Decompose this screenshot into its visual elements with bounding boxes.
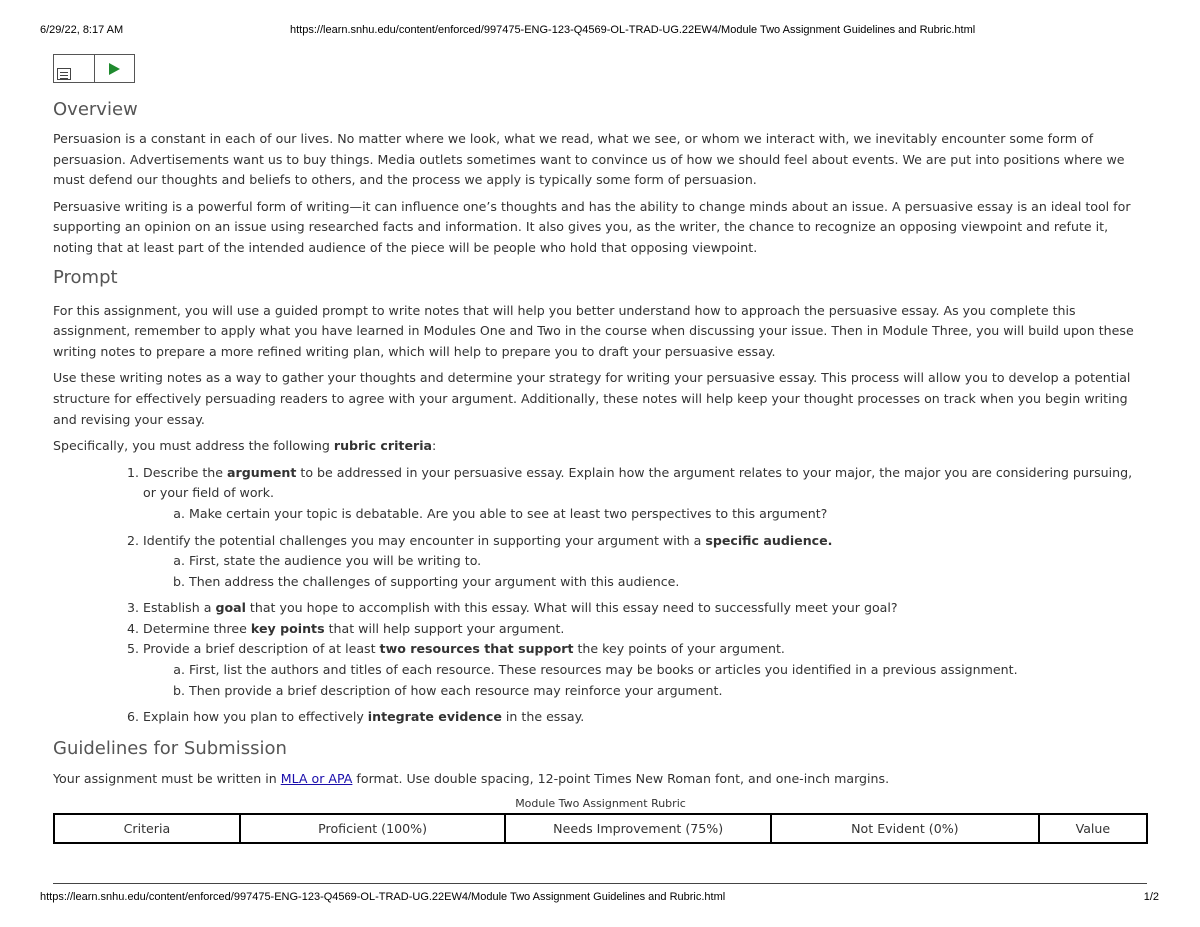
- list-item: 2. Identify the potential challenges you may encounter in supporting your argument with a specific audience. a. First, state the audience you will be writing to. b. Then address the challenges of supporting your argument with this audience.: [143, 531, 1148, 593]
- document-icon: [57, 68, 71, 80]
- column-header-criteria: Criteria: [54, 814, 240, 843]
- column-header-proficient: Proficient (100%): [240, 814, 506, 843]
- print-footer-url: https://learn.snhu.edu/content/enforced/997475-ENG-123-Q4569-OL-TRAD-UG.22EW4/Module Two Assignment Guidelines and Rubric.html: [40, 891, 726, 903]
- sub-list-item: b. Then address the challenges of supporting your argument with this audience.: [189, 572, 1148, 593]
- prompt-paragraph-2: Use these writing notes as a way to gather your thoughts and determine your strategy for writing your persuasive essay. This process will allow you to develop a potential structure for effectively persuading readers to agree with your argument. Additionally, these notes will help keep your thought processes on track when you begin writing and revising your essay.: [53, 370, 1131, 427]
- page-number: 1/2: [1143, 891, 1159, 903]
- page-content: [53, 97, 1148, 844]
- mla-apa-link[interactable]: MLA or APA: [280, 770, 353, 786]
- overview-heading: Overview: [53, 99, 138, 120]
- rubric-caption: Module Two Assignment Rubric: [515, 797, 686, 811]
- print-header-url: https://learn.snhu.edu/content/enforced/997475-ENG-123-Q4569-OL-TRAD-UG.22EW4/Module Two Assignment Guidelines and Rubric.html: [290, 24, 976, 36]
- column-header-not-evident: Not Evident (0%): [771, 814, 1039, 843]
- footer-divider: [53, 883, 1147, 884]
- list-item: 6. Explain how you plan to effectively integrate evidence in the essay.: [143, 707, 1148, 728]
- play-icon: [109, 63, 120, 75]
- sub-list-item: a. First, state the audience you will be writing to.: [189, 551, 1148, 572]
- list-item: 1. Describe the argument to be addressed in your persuasive essay. Explain how the argument relates to your major, the major you are considering pursuing, or your field of work. a. Make certain your topic is debatable. Are you able to see at least two perspectives to this argument?: [143, 463, 1148, 525]
- sub-list: [143, 660, 1148, 701]
- prompt-paragraph-1: For this assignment, you will use a guided prompt to write notes that will help you better understand how to approach the persuasive essay. As you complete this assignment, remember to apply what you have learned in Modules One and Two in the course when discussing your issue. Then in Module Three, you will build upon these writing notes to prepare a more refined writing plan, which will help to prepare you to draft your persuasive essay.: [53, 302, 1134, 359]
- play-button[interactable]: [94, 55, 135, 82]
- specifically-line: Specifically, you must address the following rubric criteria:: [53, 438, 437, 454]
- guidelines-heading: Guidelines for Submission: [53, 737, 287, 759]
- criteria-list: [53, 463, 1148, 728]
- print-datetime: 6/29/22, 8:17 AM: [40, 24, 124, 36]
- column-header-value: Value: [1039, 814, 1147, 843]
- sub-list-item: a. Make certain your topic is debatable. Are you able to see at least two perspectives to this argument?: [189, 504, 1148, 525]
- list-item: 4. Determine three key points that will help support your argument.: [143, 619, 1148, 640]
- sub-list: [143, 504, 1148, 525]
- column-header-needs-improvement: Needs Improvement (75%): [505, 814, 771, 843]
- rubric-table: [53, 813, 1148, 844]
- sub-list-item: b. Then provide a brief description of how each resource may reinforce your argument.: [189, 681, 1148, 702]
- overview-paragraph-1: Persuasion is a constant in each of our lives. No matter where we look, what we read, what we see, or whom we interact with, we inevitably encounter some form of persuasion. Advertisements want us to buy things. Media outlets sometimes want to convince us of how we should feel about events. We are put into positions where we must defend our thoughts and beliefs to others, and the process we apply is typically some form of persuasion.: [53, 131, 1125, 188]
- table-header-row: [54, 814, 1147, 843]
- document-button[interactable]: [54, 55, 94, 82]
- guidelines-paragraph: Your assignment must be written in MLA or APA format. Use double spacing, 12-point Times New Roman font, and one-inch margins.: [53, 770, 890, 786]
- list-item: 3. Establish a goal that you hope to accomplish with this essay. What will this essay need to successfully meet your goal?: [143, 598, 1148, 619]
- sub-list: [143, 551, 1148, 592]
- list-item: 5. Provide a brief description of at least two resources that support the key points of your argument. a. First, list the authors and titles of each resource. These resources may be books or articles you identified in a previous assignment. b. Then provide a brief description of how each resource may reinforce your argument.: [143, 639, 1148, 701]
- media-toolbar: [53, 54, 135, 83]
- overview-paragraph-2: Persuasive writing is a powerful form of writing—it can influence one’s thoughts and has the ability to change minds about an issue. A persuasive essay is an ideal tool for supporting an opinion on an issue using researched facts and information. It also gives you, as the writer, the chance to recognize an opposing viewpoint and refute it, noting that at least part of the intended audience of the piece will be people who hold that opposing viewpoint.: [53, 198, 1131, 255]
- sub-list-item: a. First, list the authors and titles of each resource. These resources may be books or articles you identified in a previous assignment.: [189, 660, 1148, 681]
- prompt-heading: Prompt: [53, 266, 118, 288]
